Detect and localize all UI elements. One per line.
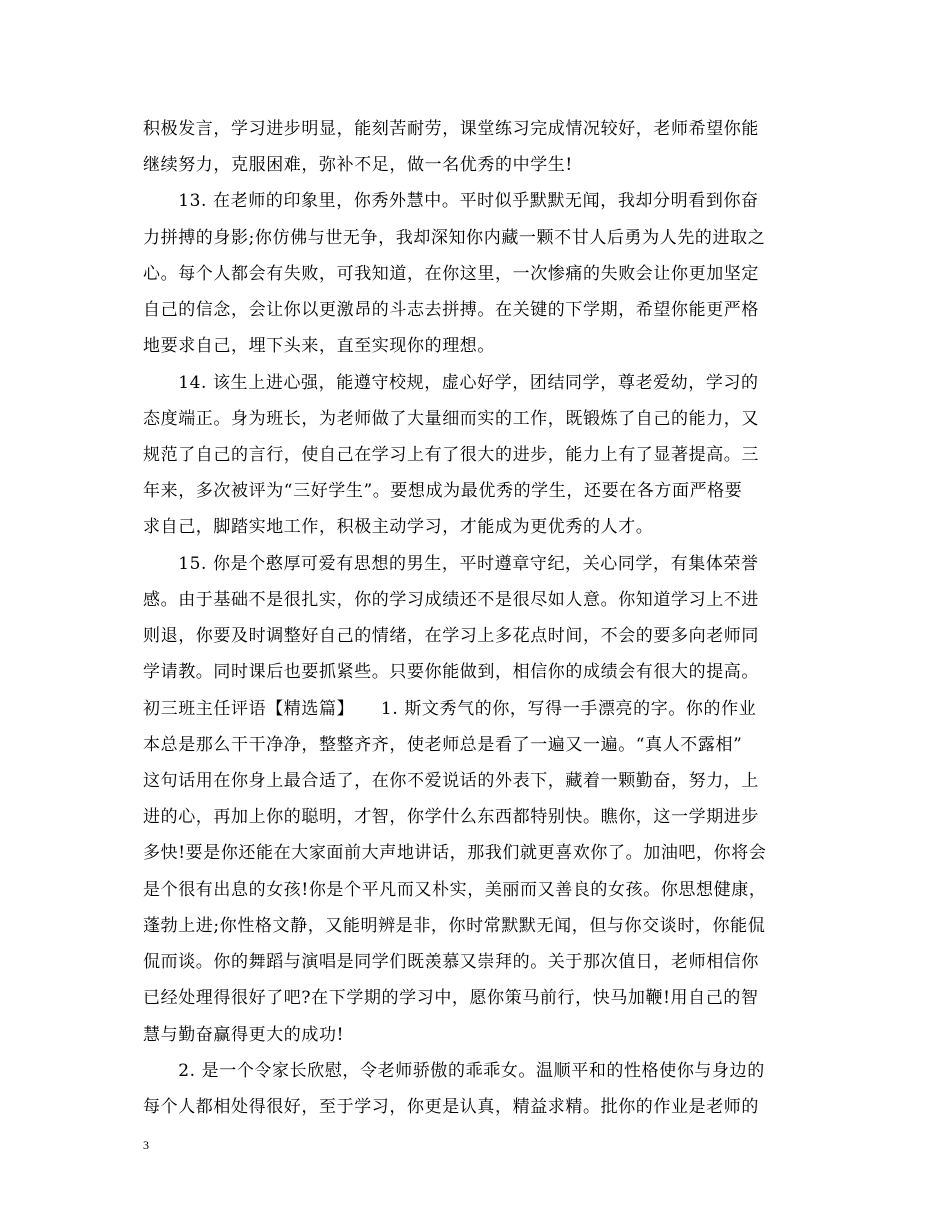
text-line: 态度端正。身为班长，为老师做了大量细而实的工作，既锻炼了自己的能力，又 <box>143 409 759 429</box>
text-line: 继续努力，克服困难，弥补不足，做一名优秀的中学生! <box>143 155 573 175</box>
text-line: 多快!要是你还能在大家面前大声地讲话，那我们就更喜欢你了。加油吧，你将会 <box>143 843 767 863</box>
text-line: 学请教。同时课后也要抓紧些。只要你能做到，相信你的成绩会有很大的提高。 <box>143 662 759 682</box>
text-line: 15. 你是个憨厚可爱有思想的男生，平时遵章守纪，关心同学，有集体荣誉 <box>143 554 759 574</box>
text-line: 慧与勤奋赢得更大的成功! <box>143 1025 345 1045</box>
text-line: 自己的信念，会让你以更激昂的斗志去拼搏。在关键的下学期，希望你能更严格 <box>143 300 759 320</box>
text-line: 进的心，再加上你的聪明，才智，你学什么东西都特别快。瞧你，这一学期进步 <box>143 807 759 827</box>
text-line: 这句话用在你身上最合适了，在你不爱说话的外表下，藏着一颗勤奋，努力，上 <box>143 771 759 791</box>
text-line: 本总是那么干干净净，整整齐齐，使老师总是看了一遍又一遍。“真人不露相” <box>143 735 743 755</box>
page-number: 3 <box>143 1138 149 1152</box>
text-line: 规范了自己的言行，使自己在学习上有了很大的进步，能力上有了显著提高。三 <box>143 445 759 465</box>
text-line: 每个人都相处得很好，至于学习，你更是认真，精益求精。批你的作业是老师的 <box>143 1097 759 1117</box>
text-line: 心。每个人都会有失败，可我知道，在你这里，一次惨痛的失败会让你更加坚定 <box>143 264 759 284</box>
text-line: 13. 在老师的印象里，你秀外慧中。平时似乎默默无闻，我却分明看到你奋 <box>143 191 759 211</box>
text-line: 地要求自己，埋下头来，直至实现你的理想。 <box>143 336 495 356</box>
text-line: 已经处理得很好了吧?在下学期的学习中，愿你策马前行，快马加鞭!用自己的智 <box>143 988 759 1008</box>
text-line: 14. 该生上进心强，能遵守校规，虚心好学，团结同学，尊老爱幼，学习的 <box>143 373 759 393</box>
section-heading-line: 初三班主任评语【精选篇】 1. 斯文秀气的你，写得一手漂亮的字。你的作业 <box>143 699 757 719</box>
text-line: 则退，你要及时调整好自己的情绪，在学习上多花点时间，不会的要多向老师同 <box>143 626 759 646</box>
text-line: 蓬勃上进;你性格文静，又能明辨是非，你时常默默无闻，但与你交谈时，你能侃 <box>143 916 766 936</box>
text-line: 是个很有出息的女孩!你是个平凡而又朴实，美丽而又善良的女孩。你思想健康， <box>143 880 767 900</box>
text-line: 感。由于基础不是很扎实，你的学习成绩还不是很尽如人意。你知道学习上不进 <box>143 590 759 610</box>
text-line: 2. 是一个令家长欣慰，令老师骄傲的乖乖女。温顺平和的性格使你与身边的 <box>143 1061 765 1081</box>
text-line: 年来，多次被评为“三好学生”。要想成为最优秀的学生，还要在各方面严格要 <box>143 481 743 501</box>
text-line: 侃而谈。你的舞蹈与演唱是同学们既羡慕又崇拜的。关于那次值日，老师相信你 <box>143 952 759 972</box>
text-line: 求自己，脚踏实地工作，积极主动学习，才能成为更优秀的人才。 <box>143 517 654 537</box>
text-line: 积极发言，学习进步明显，能刻苦耐劳，课堂练习完成情况较好，老师希望你能 <box>143 119 759 139</box>
text-line: 力拼搏的身影;你仿佛与世无争，我却深知你内藏一颗不甘人后勇为人先的进取之 <box>143 228 766 248</box>
